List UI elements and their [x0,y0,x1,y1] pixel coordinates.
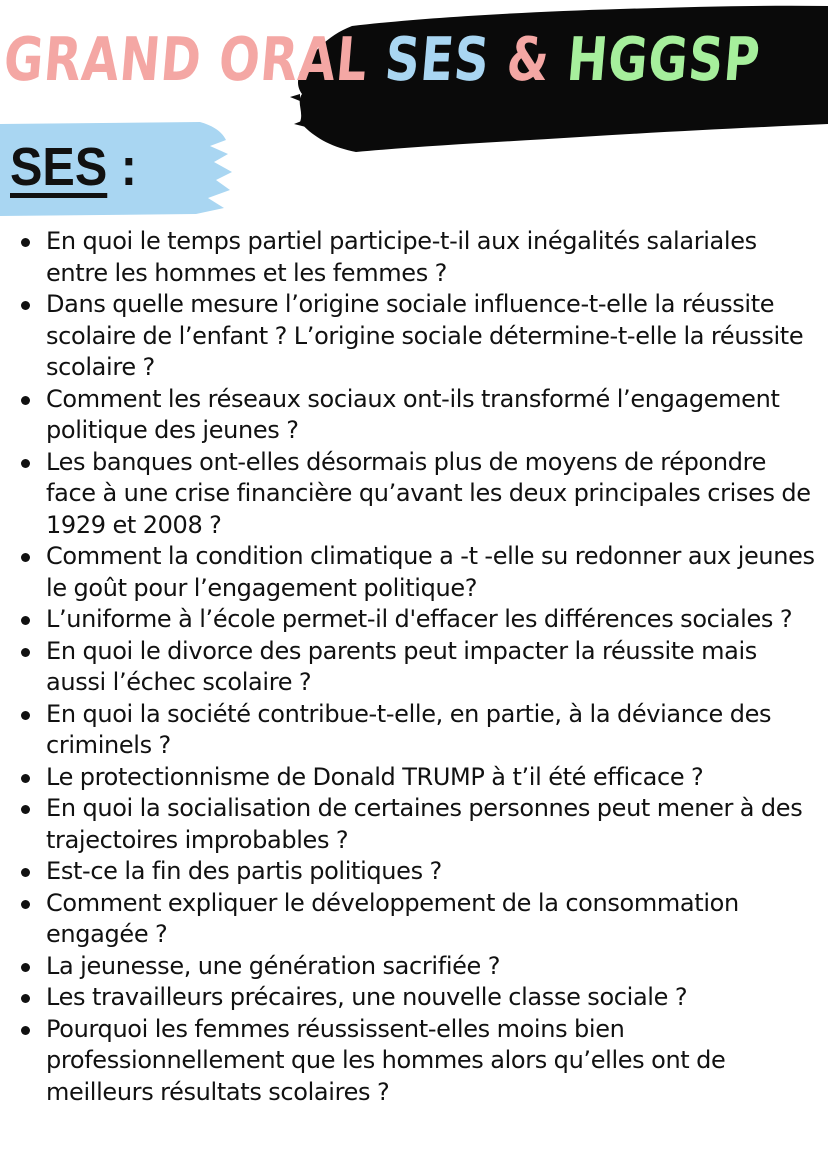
question-list [18,226,818,1108]
list-item [18,762,818,794]
bullet-icon [21,616,30,625]
title-grand-oral: GRAND ORAL [1,25,371,95]
bullet-icon [21,774,30,783]
question-text: Comment la condition climatique a -t -elle su redonner aux jeunes le goût pour l’engagement politique? [46,542,815,602]
list-item [18,888,818,951]
question-text: En quoi le divorce des parents peut impacter la réussite mais aussi l’échec scolaire ? [46,636,757,696]
list-item [18,541,818,604]
question-text: Comment expliquer le développement de la consommation engagée ? [46,888,739,948]
bullet-icon [21,994,30,1003]
question-text: Comment les réseaux sociaux ont-ils transformé l’engagement politique des jeunes ? [46,384,780,444]
question-text: Dans quelle mesure l’origine sociale influence-t-elle la réussite scolaire de l’enfant ? L’origine sociale détermine-t-elle la réussite scolaire ? [46,290,804,381]
bullet-icon [21,711,30,720]
bullet-icon [21,648,30,657]
bullet-icon [21,301,30,310]
list-item [18,447,818,542]
title-hggsp: HGGSP [564,25,763,95]
page-title [1,22,763,98]
list-item [18,856,818,888]
list-item [18,289,818,384]
question-text: Les banques ont-elles désormais plus de moyens de répondre face à une crise financière qu’avant les deux principales crises de 1929 et 2008 ? [46,447,811,539]
list-item [18,226,818,289]
bullet-icon [21,238,30,247]
question-text: En quoi la socialisation de certaines personnes peut mener à des trajectoires improbables ? [46,794,803,854]
list-item [18,604,818,636]
question-text: Pourquoi les femmes réussissent-elles moins bien professionnellement que les hommes alors qu’elles ont de meilleurs résultats scolaires ? [46,1014,726,1106]
title-ampersand: & [504,25,553,95]
bullet-icon [21,963,30,972]
list-item [18,1014,818,1109]
question-text: Le protectionnisme de Donald TRUMP à t’il été efficace ? [46,762,704,791]
question-text: L’uniforme à l’école permet-il d'effacer les différences sociales ? [46,605,793,633]
section-heading [0,118,260,218]
list-item [18,384,818,447]
title-ses: SES [382,25,493,95]
section-title-word: SES [10,137,108,197]
bullet-icon [21,805,30,814]
bullet-icon [21,396,30,405]
question-text: En quoi la société contribue-t-elle, en partie, à la déviance des criminels ? [46,699,772,759]
list-item [18,951,818,983]
bullet-icon [21,900,30,909]
question-text: En quoi le temps partiel participe-t-il aux inégalités salariales entre les hommes et les femmes ? [46,227,757,287]
section-title [10,134,137,200]
list-item [18,699,818,762]
bullet-icon [21,553,30,562]
list-item [18,793,818,856]
bullet-icon [21,1026,30,1035]
bullet-icon [21,459,30,468]
question-text: Les travailleurs précaires, une nouvelle classe sociale ? [46,983,688,1011]
question-text: Est-ce la fin des partis politiques ? [46,857,442,885]
question-text: La jeunesse, une génération sacrifiée ? [46,951,501,980]
list-item [18,636,818,699]
list-item [18,982,818,1014]
section-title-colon: : [120,137,137,197]
bullet-icon [21,868,30,877]
